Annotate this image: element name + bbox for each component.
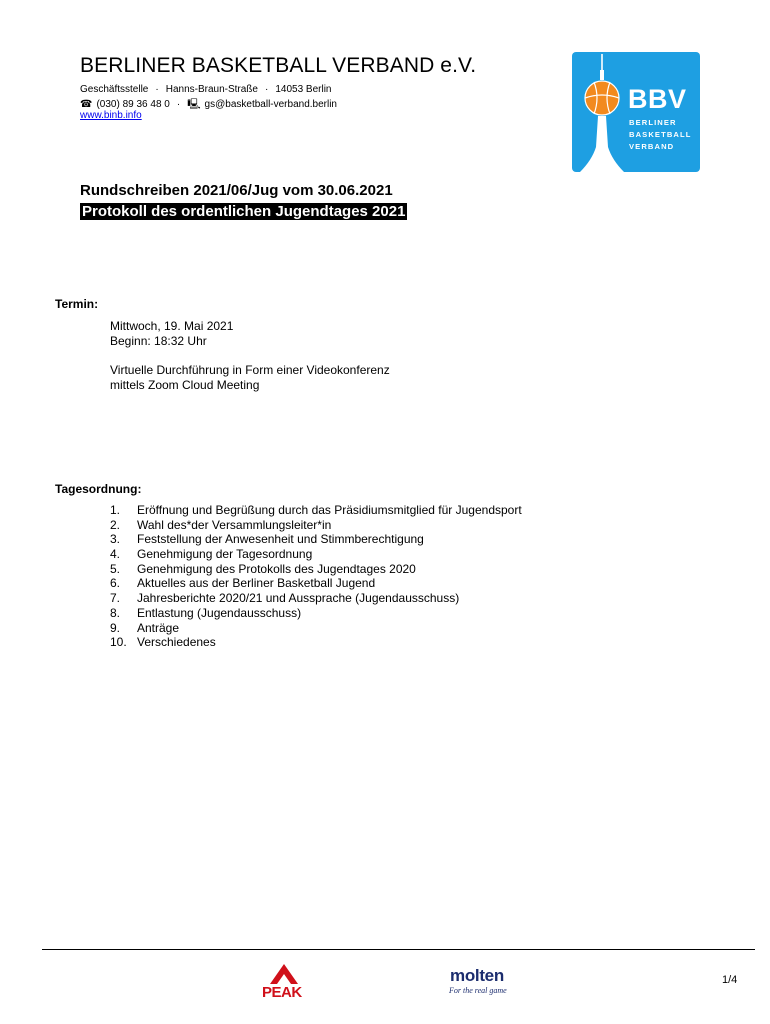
agenda-item-number: 10. (110, 635, 127, 650)
peak-mountain-icon (260, 962, 308, 986)
document-subtitle: Protokoll des ordentlichen Jugendtages 2021 (82, 203, 406, 220)
agenda-item (110, 635, 522, 650)
agenda-item-text: Eröffnung und Begrüßung durch das Präsidiumsmitglied für Jugendsport (137, 503, 522, 517)
termin-heading: Termin: (55, 297, 99, 311)
agenda-item-text: Feststellung der Anwesenheit und Stimmberechtigung (137, 532, 424, 547)
agenda-item-number: 6. (110, 576, 121, 591)
agenda-item-text: Genehmigung der Tagesordnung (137, 547, 313, 562)
logo-text-line: BERLINER (629, 118, 677, 127)
address-line (80, 84, 331, 95)
agenda-item (110, 576, 522, 591)
separator: · (264, 84, 269, 95)
meeting-date: Mittwoch, 19. Mai 2021 (110, 319, 234, 333)
logo-text-line: VERBAND (629, 142, 675, 151)
agenda-item-text: Verschiedenes (137, 635, 216, 650)
agenda-item (110, 562, 522, 577)
logo-abbreviation: BBV (628, 84, 687, 114)
agenda-item-number: 3. (110, 532, 121, 547)
agenda-item-text: Genehmigung des Protokolls des Jugendtages 2020 (137, 561, 416, 576)
molten-tagline: For the real game (449, 986, 507, 995)
agenda-item-text: Wahl des*der Versammlungsleiter*in (137, 517, 332, 532)
agenda-item (110, 591, 522, 606)
logo-text-line: BASKETBALL (629, 130, 692, 139)
agenda-item-text: Aktuelles aus der Berliner Basketball Jugend (137, 576, 376, 591)
website-link[interactable]: www.binb.info (80, 110, 142, 121)
molten-logo (447, 966, 527, 1000)
agenda-item-number: 9. (110, 620, 121, 635)
agenda-item-number: 4. (110, 547, 121, 562)
agenda-item-text: Anträge (137, 620, 180, 635)
city: 14053 Berlin (275, 84, 332, 95)
agenda-item (110, 621, 522, 636)
agenda-item-number: 7. (110, 591, 121, 606)
page-number: 1/4 (722, 974, 738, 986)
phone-number: (030) 89 36 48 0 (96, 99, 170, 110)
agenda-item-number: 2. (110, 517, 121, 532)
meeting-venue: Virtuelle Durchführung in Form einer Videokonferenz (110, 363, 390, 377)
separator: · (155, 84, 159, 95)
agenda-item-text: Entlastung (Jugendausschuss) (137, 605, 302, 620)
agenda-item-number: 5. (110, 561, 121, 576)
document-title: Rundschreiben 2021/06/Jug vom 30.06.2021 (80, 182, 393, 199)
meeting-venue: mittels Zoom Cloud Meeting (110, 378, 260, 392)
email-address[interactable]: gs@basketball-verband.berlin (204, 99, 337, 110)
agenda-item (110, 532, 522, 547)
phone-icon: ☎ (80, 99, 93, 110)
footer-divider (42, 949, 755, 950)
meeting-start-time: Beginn: 18:32 Uhr (110, 334, 207, 348)
agenda-item (110, 606, 522, 621)
computer-icon: 🖳 (187, 99, 201, 110)
agenda-item-number: 8. (110, 605, 121, 620)
agenda-heading: Tagesordnung: (55, 482, 142, 496)
office-label: Geschäftsstelle (80, 84, 149, 95)
agenda-item (110, 518, 522, 533)
agenda-item-text: Jahresberichte 2020/21 und Aussprache (Jugendausschuss) (137, 591, 460, 606)
peak-logo (260, 962, 308, 1002)
agenda-list (110, 503, 522, 650)
agenda-item (110, 503, 522, 518)
bbv-logo (572, 52, 700, 172)
agenda-item-number: 1. (110, 503, 121, 517)
peak-logo-text: PEAK (262, 984, 302, 1001)
street: Hanns-Braun-Straße (165, 84, 258, 95)
separator: · (176, 99, 181, 110)
organization-name: BERLINER BASKETBALL VERBAND e.V. (80, 54, 477, 77)
molten-logo-text: molten (450, 966, 504, 985)
agenda-item (110, 547, 522, 562)
